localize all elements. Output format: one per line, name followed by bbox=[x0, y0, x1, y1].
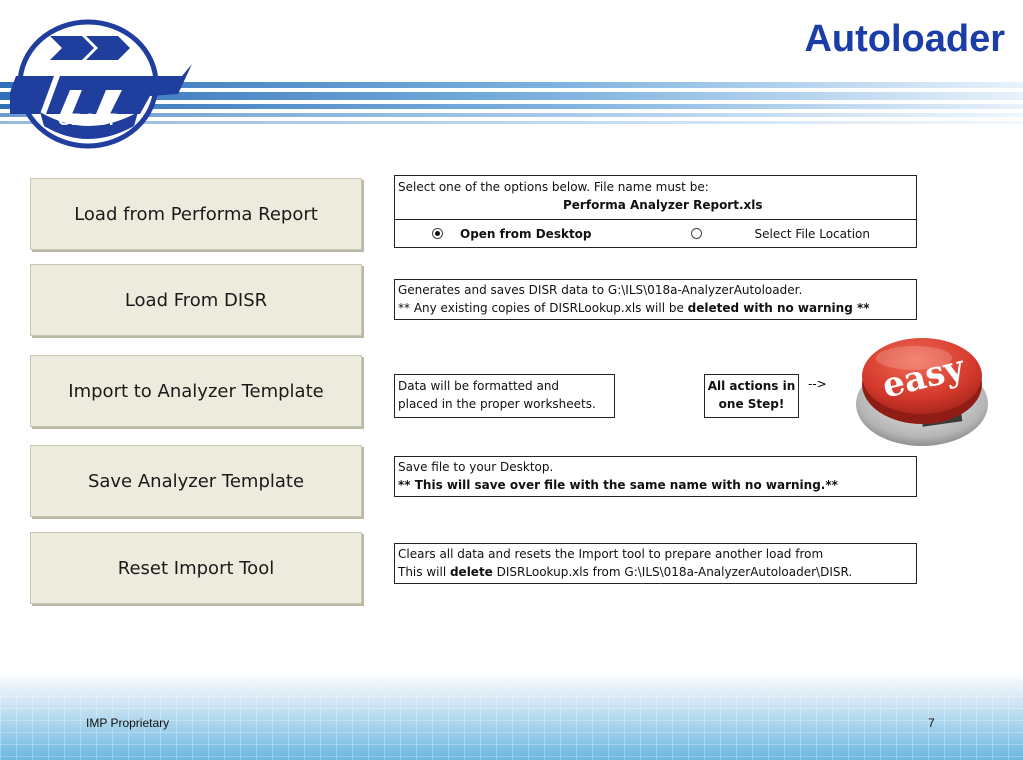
performa-filename: Performa Analyzer Report.xls bbox=[563, 198, 763, 212]
reset-import-tool-button[interactable]: Reset Import Tool bbox=[30, 532, 362, 604]
performa-instructions: Select one of the options below. File name must be: bbox=[398, 180, 709, 194]
reset-info-box bbox=[394, 543, 917, 584]
disr-info-box bbox=[394, 279, 917, 320]
imp-group-logo bbox=[10, 14, 200, 150]
logo-group-text: GROUP bbox=[57, 110, 121, 129]
arrow-text: --> bbox=[808, 377, 827, 391]
reset-info-prefix: This will bbox=[398, 565, 450, 579]
page-title: Autoloader bbox=[804, 18, 1005, 60]
easy-button-icon[interactable] bbox=[852, 330, 992, 450]
open-from-desktop-label[interactable]: Open from Desktop bbox=[460, 226, 592, 241]
disr-info-line2 bbox=[395, 299, 916, 317]
load-from-disr-button[interactable]: Load From DISR bbox=[30, 264, 362, 336]
easy-label: easy bbox=[878, 347, 969, 407]
save-analyzer-template-button[interactable]: Save Analyzer Template bbox=[30, 445, 362, 517]
import-to-analyzer-template-button[interactable]: Import to Analyzer Template bbox=[30, 355, 362, 427]
select-file-location-radio[interactable] bbox=[691, 228, 702, 239]
import-info-box bbox=[394, 374, 615, 418]
performa-options-box bbox=[394, 175, 917, 248]
reset-info-suffix: DISRLookup.xls from G:\ILS\018a-AnalyzerAutoloader\DISR. bbox=[492, 565, 853, 579]
footer-proprietary-text: IMP Proprietary bbox=[86, 716, 170, 730]
save-info-line2: ** This will save over file with the same name with no warning.** bbox=[398, 478, 838, 492]
import-info-line1: Data will be formatted and bbox=[398, 379, 560, 393]
all-actions-line1: All actions in bbox=[707, 379, 796, 393]
select-file-location-label[interactable]: Select File Location bbox=[754, 226, 870, 241]
all-actions-box bbox=[704, 374, 799, 418]
file-source-options bbox=[395, 219, 916, 247]
save-info-box bbox=[394, 456, 917, 497]
page-number: 7 bbox=[928, 716, 935, 730]
all-actions-line2: one Step! bbox=[718, 397, 785, 411]
open-from-desktop-radio[interactable] bbox=[432, 228, 443, 239]
reset-info-bold: delete bbox=[449, 565, 493, 579]
reset-info-line1: Clears all data and resets the Import tool to prepare another load from bbox=[398, 547, 824, 561]
disr-info-line1: Generates and saves DISR data to G:\ILS\018a-AnalyzerAutoloader. bbox=[398, 283, 803, 297]
load-from-performa-report-button[interactable]: Load from Performa Report bbox=[30, 178, 362, 250]
import-info-line2: placed in the proper worksheets. bbox=[398, 397, 596, 411]
disr-warning-text: ** Any existing copies of DISRLookup.xls will be bbox=[398, 301, 688, 315]
save-info-line1: Save file to your Desktop. bbox=[398, 460, 554, 474]
reset-info-line2 bbox=[395, 563, 916, 581]
disr-warning-bold: deleted with no warning ** bbox=[687, 301, 870, 315]
